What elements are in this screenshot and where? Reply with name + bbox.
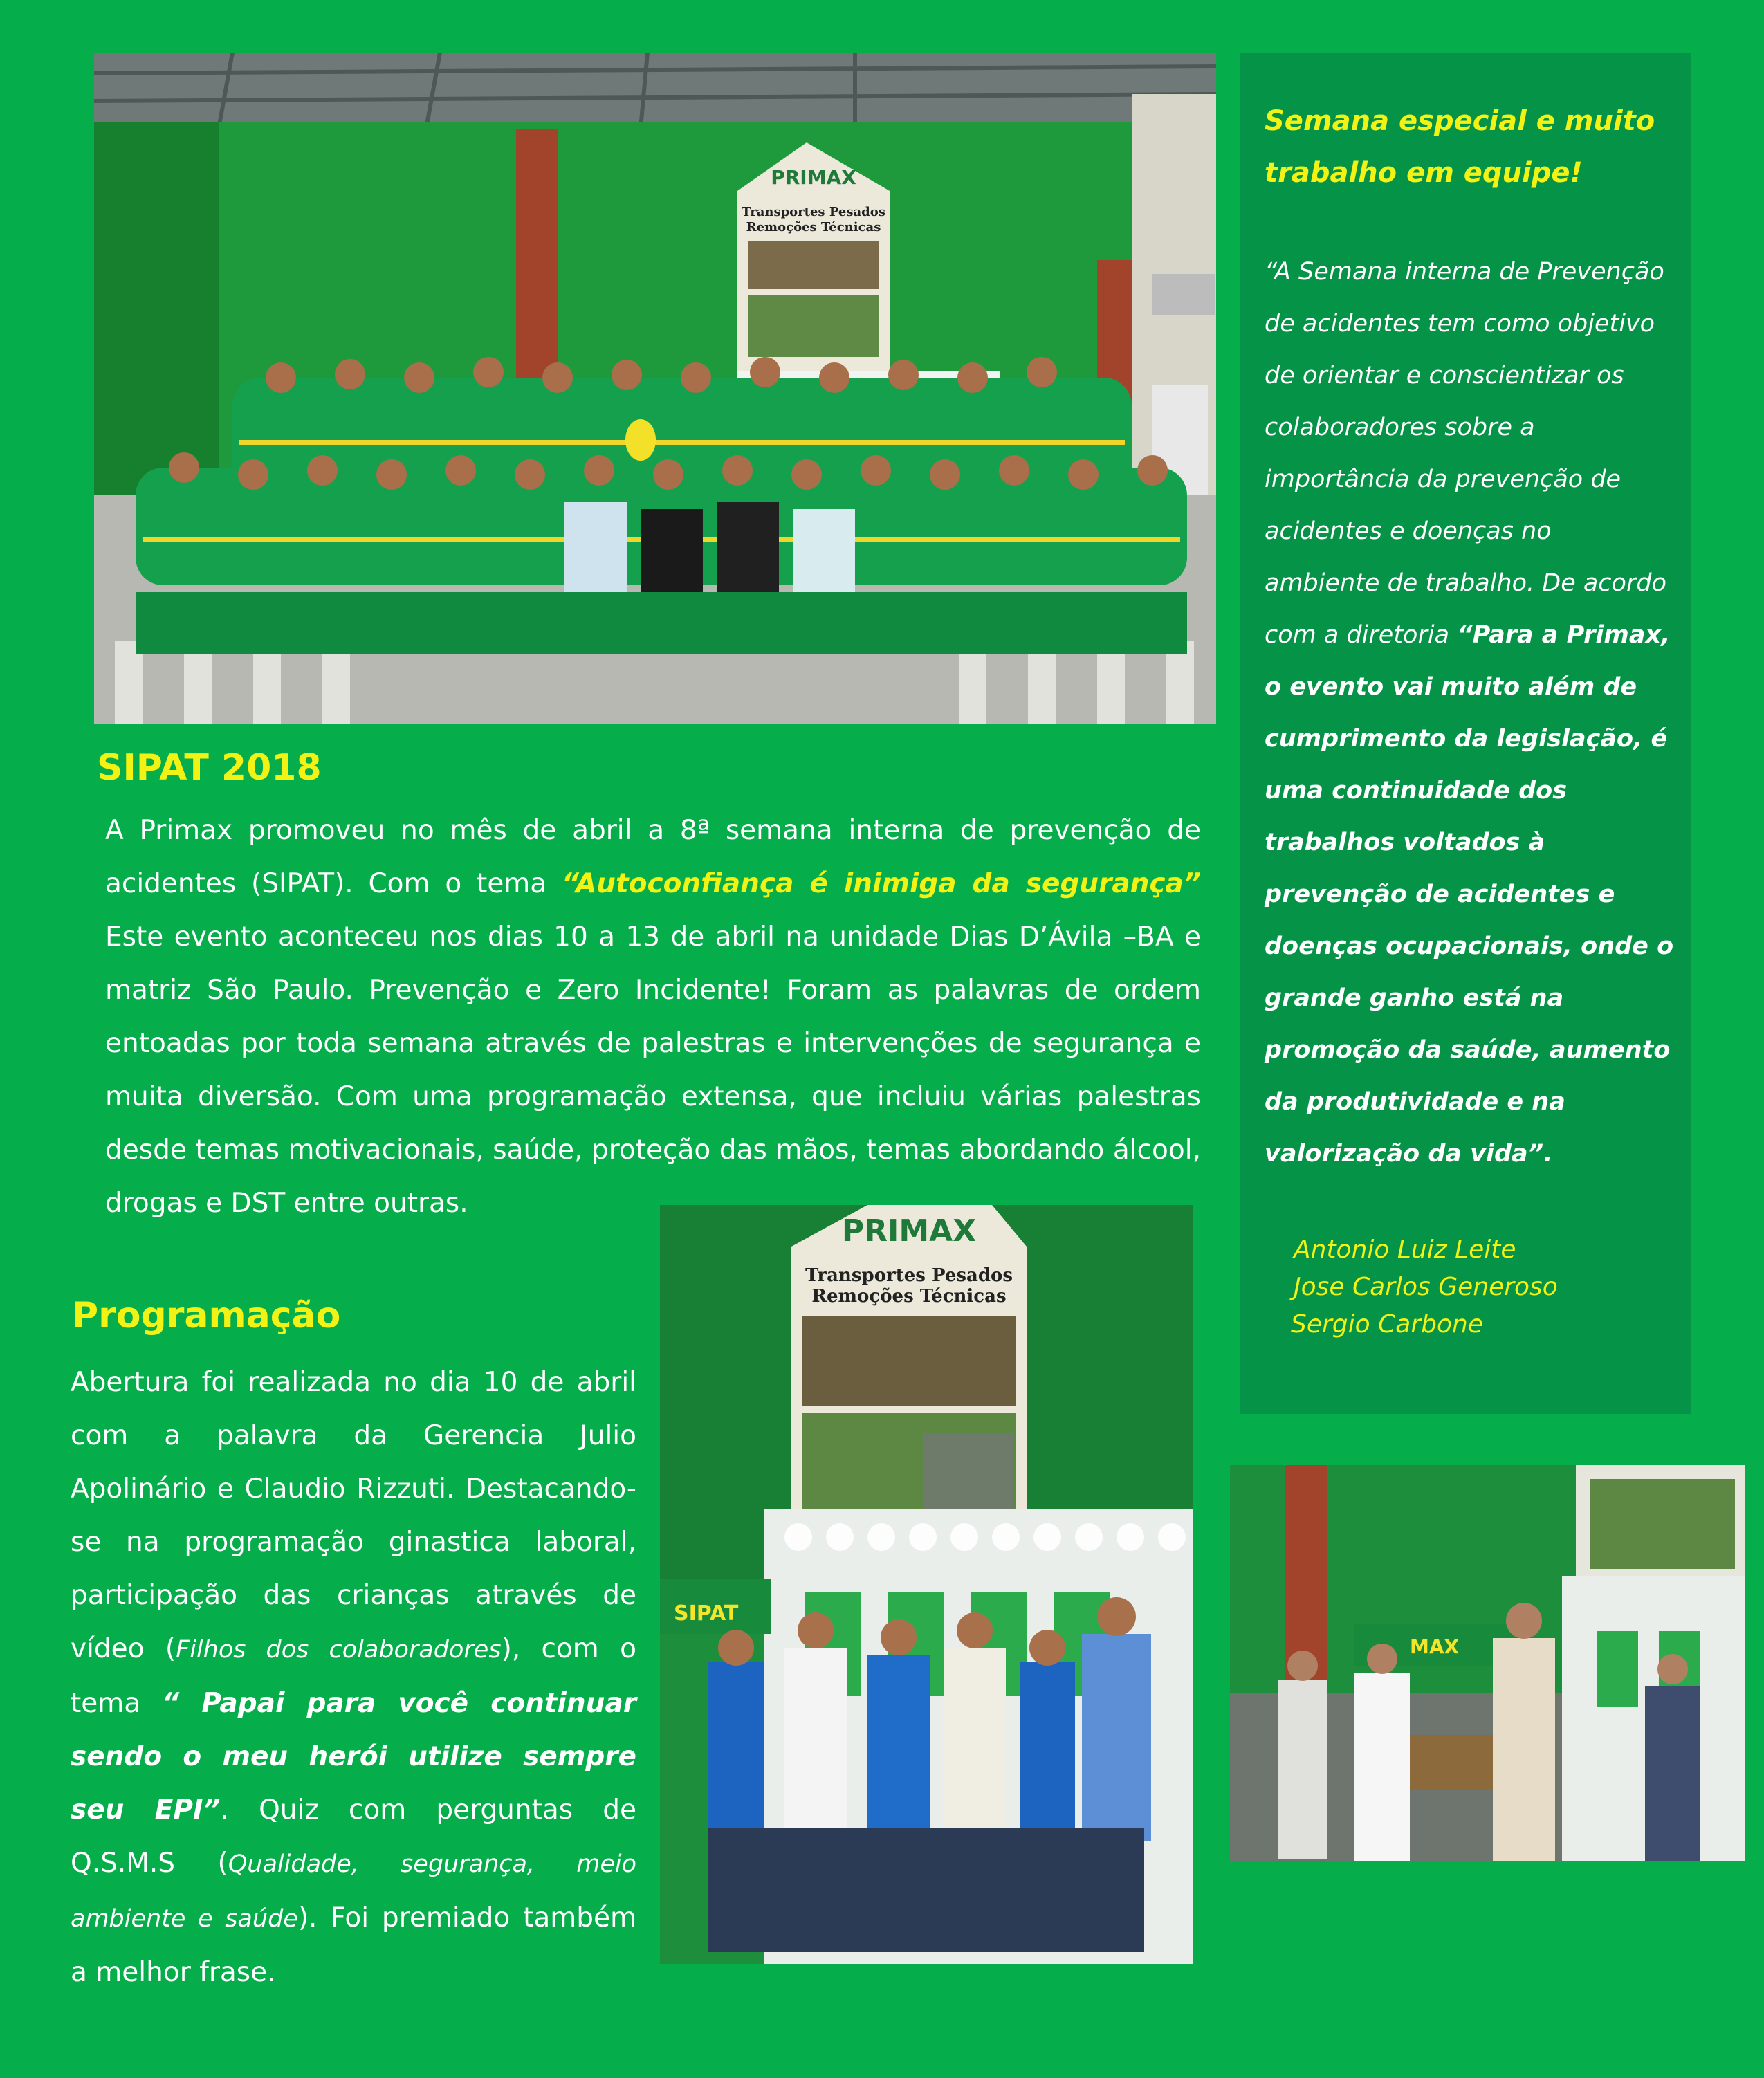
group-sign-line-1: Transportes Pesados [742,205,885,219]
author-name: Sergio Carbone [1291,1310,1483,1339]
programacao-title: Programação [72,1295,341,1336]
sipat-title: SIPAT 2018 [97,747,322,789]
prog-italic-2: Qualidade, segurança, meio ambiente e saúde [71,1850,636,1933]
group-sign-line-2: Remoções Técnicas [746,220,881,235]
sipat-theme: “Autoconfiança é inimiga da segurança” [562,868,1201,899]
prog-text-part-3: . Quiz com perguntas de Q.S.M.S ( [71,1794,636,1879]
prog-text-part-1: Abertura foi realizada no dia 10 de abril com a palavra da Gerencia Julio Apolinário e Claudio Rizzuti. Destacando-se na programação ginastica laboral, participação das crianças através de vídeo ( [71,1367,636,1664]
prog-theme: “ Papai para você continuar sendo o meu herói utilize sempre seu EPI” [71,1688,636,1826]
stand-banner-text: SIPAT [674,1601,739,1626]
prog-italic-1: Filhos dos colaboradores [176,1636,502,1664]
group-photo [94,53,1216,724]
speech-photo [1230,1465,1745,1861]
author-name: Antonio Luiz Leite [1294,1235,1516,1264]
stand-sign-logo: PRIMAX [841,1213,977,1249]
stand-sign-line-1: Transportes Pesados [805,1265,1013,1286]
prog-text-part-4: ). Foi premiado também a melhor frase. [71,1902,637,1988]
prog-text-part-2: ), com o tema [71,1633,636,1719]
sipat-text-part-2: Este evento aconteceu nos dias 10 a 13 de abril na unidade Dias D’Ávila –BA e matriz São Paulo. Prevenção e Zero Incidente! Foram as palavras de ordem entoadas por toda semana através de palestras e intervenções de segurança e muita diversão. Com uma programação extensa, que incluiu várias palestras desde temas motivacionais, saúde, proteção das mãos, temas abordando álcool, drogas e DST entre outras. [105,921,1201,1219]
stand-sign-line-2: Remoções Técnicas [811,1286,1007,1307]
sipat-text-part-1: A Primax promoveu no mês de abril a 8ª semana interna de prevenção de acidentes (SIPAT). Com o tema [105,815,1201,899]
sidebar-quote-intro: “A Semana interna de Prevenção de acidentes tem como objetivo de orientar e conscientizar os colaboradores sobre a importância da prevenção de acidentes e doenças no ambiente de trabalho. De acordo com a diretoria [1265,258,1666,649]
author-name: Jose Carlos Generoso [1294,1273,1558,1301]
speech-banner-text: MAX [1410,1635,1460,1658]
sidebar-box [1240,53,1691,1414]
sidebar-authors [1265,1231,1674,1343]
group-sign-logo: PRIMAX [771,166,856,189]
sipat-paragraph [105,804,1201,1230]
stand-photo [660,1205,1193,1964]
sidebar-title: Semana especial e muito trabalho em equipe! [1265,105,1655,189]
sidebar-quote [1265,246,1674,1180]
programacao-paragraph [71,1356,636,1999]
sidebar-quote-highlight: “Para a Primax, o evento vai muito além de cumprimento da legislação, é uma continuidade dos trabalhos voltados à prevenção de acidentes e doenças ocupacionais, onde o grande ganho está na promoção da saúde, aumento da produtividade e na valorização da vida”. [1265,621,1674,1168]
